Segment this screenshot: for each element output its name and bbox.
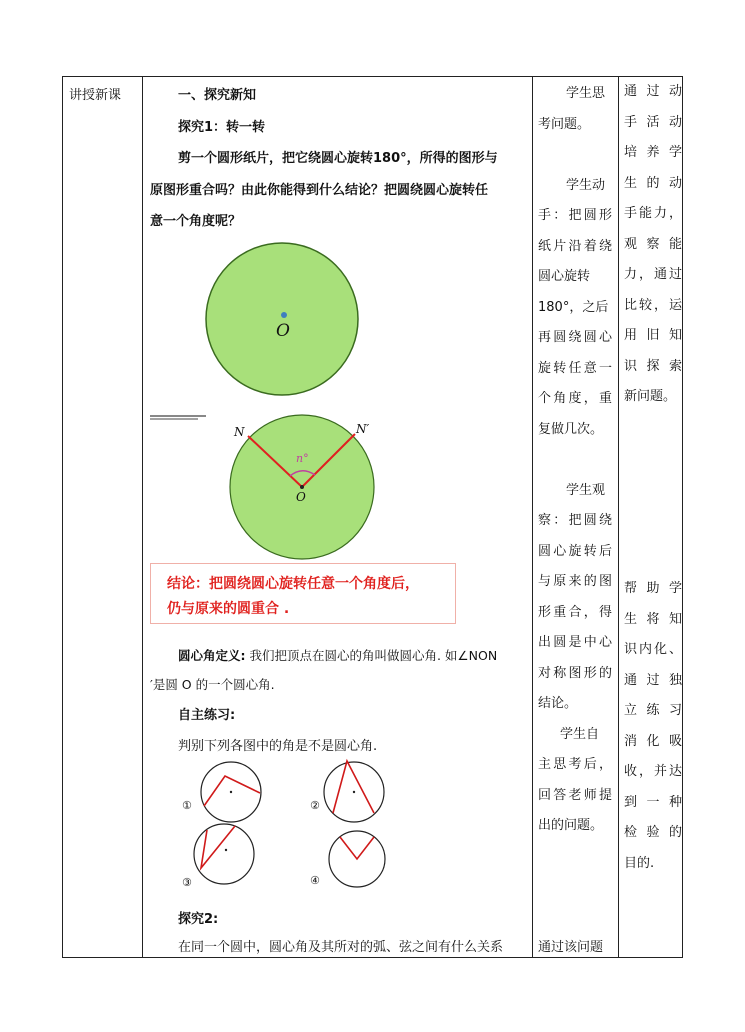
lesson-table (62, 76, 683, 958)
student-activity-line: 形重合，得 (538, 604, 612, 620)
point-n-prime-label: N′ (356, 422, 370, 436)
explore2-title: 探究2: (178, 912, 219, 927)
design-intent-line: 生的动 (624, 175, 682, 191)
design-intent-block-2 (624, 574, 682, 879)
student-activity-line (538, 903, 612, 934)
practice-label-2: ② (310, 799, 320, 812)
design-intent-line: 通过动 (624, 84, 682, 99)
student-activity-line: 再圆绕圆心 (538, 330, 612, 345)
student-activity-line: 回答老师提 (538, 787, 612, 803)
explore1-question-line: 意一个角度呢？ (150, 214, 242, 229)
paper-circle (206, 243, 358, 395)
student-activity-line (538, 445, 612, 476)
design-intent-line: 生将知 (624, 611, 682, 627)
design-intent-line: 观察能 (624, 236, 682, 252)
student-activity-line: 出圆是中心 (538, 635, 612, 650)
design-intent-line: 手能力， (624, 206, 682, 221)
practice-angle-2 (333, 761, 374, 813)
point-n-label: N (234, 425, 245, 439)
practice-figures (180, 758, 420, 890)
practice-label-1: ① (182, 799, 192, 812)
student-activity-line: 与原来的图 (538, 574, 612, 589)
practice-label-4: ④ (310, 874, 320, 887)
practice-angle-1 (204, 776, 260, 806)
student-activity-line (538, 140, 612, 171)
design-intent-line: 用旧知 (624, 328, 682, 343)
student-activity-line: 考问题。 (538, 116, 591, 132)
student-activity-line: 180°，之后 (538, 299, 609, 315)
table-border-top (62, 76, 683, 77)
table-border-left (62, 76, 63, 958)
design-intent-line: 到一种 (624, 794, 682, 810)
design-intent-line: 收，并达 (624, 764, 682, 779)
conclusion-line: 仍与原来的圆重合 . (167, 601, 290, 617)
section-heading: 一、探究新知 (178, 88, 257, 103)
student-activity-line: 学生自 (560, 726, 600, 742)
explore1-title: 探究1：转一转 (178, 120, 266, 135)
section-label: 讲授新课 (69, 88, 122, 103)
student-activity-column (538, 79, 612, 964)
design-intent-line: 培养学 (624, 145, 682, 160)
practice-label-3: ③ (182, 876, 192, 889)
student-activity-line: 复做几次。 (538, 421, 604, 437)
center-label: O (276, 321, 290, 341)
practice-title: 自主练习: (178, 708, 236, 723)
practice-angle-4 (340, 837, 374, 859)
conclusion-line: 结论：把圆绕圆心旋转任意一个角度后， (167, 576, 419, 592)
student-activity-line: 圆心旋转 (538, 269, 591, 284)
explore1-question-line: 原图形重合吗？由此你能得到什么结论？把圆绕圆心旋转任 (150, 183, 489, 198)
student-activity-line (538, 872, 612, 903)
practice-prompt: 判别下列各图中的角是不是圆心角. (178, 739, 378, 754)
student-activity-line: 学生思 (566, 86, 606, 101)
table-border-right (682, 76, 683, 958)
student-activity-line: 主思考后， (538, 757, 612, 772)
design-intent-block-1 (624, 77, 682, 413)
student-activity-line: 手：把圆形 (538, 208, 612, 223)
student-activity-line: 结论。 (538, 696, 578, 711)
student-activity-line: 学生动 (566, 177, 606, 193)
student-activity-line: 察：把圆绕 (538, 513, 612, 528)
design-intent-line: 识内化、 (624, 642, 682, 657)
student-activity-line: 对称图形的 (538, 665, 612, 681)
explore2-text: 在同一个圆中，圆心角及其所对的弧、弦之间有什么关系 (178, 940, 504, 955)
definition-line (178, 646, 497, 664)
center-o-label: O (296, 490, 306, 504)
design-intent-line: 消化吸 (624, 733, 682, 749)
student-activity-line: 学生观 (566, 482, 606, 498)
design-intent-line: 目的. (624, 855, 655, 871)
design-intent-line: 帮助学 (624, 581, 682, 596)
conclusion-box (150, 563, 456, 624)
design-intent-line: 比较，运 (624, 297, 682, 313)
definition-term: 圆心角定义: (178, 648, 246, 663)
design-intent-line: 立练习 (624, 703, 682, 718)
student-activity-line: 出的问题。 (538, 818, 604, 833)
column-divider (618, 76, 619, 958)
design-intent-line: 新问题。 (624, 389, 677, 404)
circle-figure-central-angle (222, 414, 382, 566)
design-intent-line: 力，通过 (624, 267, 682, 282)
student-activity-line (538, 842, 612, 873)
column-divider (532, 76, 533, 958)
column-divider (142, 76, 143, 958)
angle-n-label: n° (296, 452, 309, 465)
student-activity-line: 圆心旋转后 (538, 543, 612, 559)
explore1-question-line: 剪一个圆形纸片，把它绕圆心旋转180°，所得的图形与 (178, 151, 498, 166)
design-intent-line: 识探索 (624, 358, 682, 374)
definition-text: 我们把顶点在圆心的角叫做圆心角. 如∠NON (249, 648, 498, 663)
design-intent-line: 检验的 (624, 825, 682, 840)
design-intent-line: 通过独 (624, 672, 682, 688)
student-activity-line: 个角度，重 (538, 391, 612, 406)
student-activity-line: 通过该问题 (538, 940, 604, 955)
image-edge-artifact (148, 410, 218, 424)
center-point (300, 485, 304, 489)
definition-text-continued: ′是圆 O 的一个圆心角. (150, 677, 275, 692)
design-intent-line: 手活动 (624, 114, 682, 130)
practice-angle-3 (201, 826, 235, 868)
student-activity-line: 纸片沿着绕 (538, 238, 612, 254)
center-point (281, 312, 287, 318)
circle-figure-rotation (202, 240, 362, 400)
student-activity-line: 旋转任意一 (538, 360, 612, 376)
